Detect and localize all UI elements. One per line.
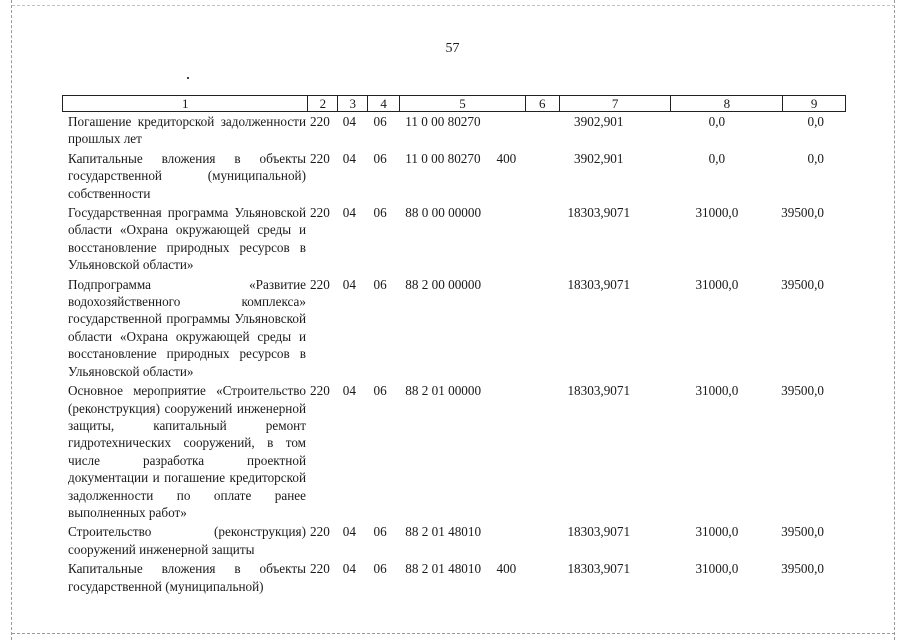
row-col-2: 220	[310, 150, 330, 166]
row-col-2: 220	[310, 524, 330, 540]
row-col-7: 18303,9071	[567, 276, 631, 292]
row-col-6: 400	[496, 561, 517, 577]
row-col-2: 220	[310, 561, 330, 577]
table-row	[62, 523, 846, 558]
row-name: Строительство (реконструкция) сооружений инженерной защиты	[68, 524, 307, 557]
row-col-8: 31000,0	[695, 383, 739, 399]
row-col-6	[496, 113, 528, 148]
header-cell-5: 5	[400, 96, 526, 111]
row-col-6	[496, 382, 528, 521]
row-col-9: 0,0	[807, 114, 824, 129]
table-body	[62, 113, 846, 595]
row-col-2: 220	[310, 114, 330, 129]
row-col-5: 11 0 00 80270	[405, 114, 481, 129]
row-col-4: 06	[373, 383, 387, 399]
row-name: Погашение кредиторской задолженности прошлых лет	[68, 114, 307, 147]
table-row	[62, 150, 846, 202]
row-name: Государственная программа Ульяновской области «Охрана окружающей среды и восстановление природных ресурсов в Ульяновской области»	[68, 205, 307, 273]
page-number: 57	[445, 41, 460, 56]
row-col-5: 88 2 01 00000	[405, 383, 482, 399]
row-col-9: 39500,0	[781, 561, 824, 577]
row-col-4: 06	[373, 114, 387, 129]
row-col-3: 04	[342, 561, 356, 577]
row-col-6: 400	[496, 150, 517, 166]
scan-edge-left	[11, 0, 12, 640]
row-name: Капитальные вложения в объекты государственной (муниципальной)	[68, 561, 307, 594]
row-col-7: 3902,901	[574, 114, 624, 129]
row-col-4: 06	[373, 561, 387, 577]
row-col-9: 39500,0	[781, 205, 824, 221]
row-col-7: 18303,9071	[567, 561, 631, 577]
row-name: Основное мероприятие «Строительство (реконструкция) сооружений инженерной защиты, капитальный ремонт гидротехнических сооружений, в том числе разработка проектной документации и погашение кредиторской задолженности по оплате ранее выполненных работ»	[68, 383, 307, 520]
row-col-6	[496, 276, 528, 380]
row-col-9: 39500,0	[781, 524, 824, 540]
row-col-7: 18303,9071	[567, 524, 631, 540]
row-col-4: 06	[373, 205, 387, 221]
row-name: Подпрограмма «Развитие водохозяйственного комплекса» государственной программы Ульяновской области «Охрана окружающей среды и восстановление природных ресурсов в Ульяновской области»	[68, 276, 307, 379]
table-row	[62, 560, 846, 595]
header-cell-8: 8	[671, 96, 783, 111]
row-col-8: 31000,0	[695, 561, 739, 577]
scan-edge-top	[12, 5, 895, 6]
row-col-2: 220	[310, 205, 330, 221]
row-col-9: 39500,0	[781, 276, 824, 292]
table-header-row	[62, 95, 846, 112]
row-col-8: 0,0	[708, 150, 726, 166]
row-col-2: 220	[310, 276, 330, 292]
row-col-5: 11 0 00 80270	[405, 150, 481, 166]
row-col-6	[496, 204, 528, 274]
row-col-7: 18303,9071	[567, 383, 631, 399]
header-cell-1: 1	[63, 96, 308, 111]
header-cell-3: 3	[338, 96, 368, 111]
table-row	[62, 113, 846, 148]
scan-edge-right	[894, 0, 895, 640]
row-col-3: 04	[342, 383, 356, 399]
header-cell-7: 7	[560, 96, 672, 111]
row-col-3: 04	[342, 114, 356, 129]
row-col-5: 88 2 01 48010	[405, 524, 482, 540]
row-col-8: 31000,0	[695, 205, 739, 221]
header-cell-9: 9	[810, 96, 818, 111]
row-name: Капитальные вложения в объекты государственной (муниципальной) собственности	[68, 150, 307, 201]
table-row	[62, 276, 846, 380]
row-col-9: 39500,0	[781, 383, 824, 399]
row-col-3: 04	[342, 276, 356, 292]
scan-edge-bottom	[12, 633, 895, 634]
row-col-4: 06	[373, 276, 387, 292]
row-col-7: 3902,901	[574, 150, 624, 166]
header-cell-4: 4	[368, 96, 400, 111]
table-row	[62, 382, 846, 521]
row-col-4: 06	[373, 524, 387, 540]
row-col-2: 220	[310, 383, 330, 399]
row-col-8: 31000,0	[695, 276, 739, 292]
row-col-6	[496, 523, 528, 558]
row-col-9: 0,0	[807, 150, 824, 166]
row-col-5: 88 2 00 00000	[405, 276, 482, 292]
row-col-5: 88 0 00 00000	[405, 205, 482, 221]
row-col-4: 06	[373, 150, 387, 166]
row-col-3: 04	[342, 205, 356, 221]
row-col-8: 0,0	[708, 114, 726, 129]
table-row	[62, 204, 846, 274]
header-cell-2: 2	[308, 96, 338, 111]
row-col-3: 04	[342, 150, 356, 166]
row-col-5: 88 2 01 48010	[405, 561, 482, 577]
row-col-8: 31000,0	[695, 524, 739, 540]
row-col-7: 18303,9071	[567, 205, 631, 221]
row-col-3: 04	[342, 524, 356, 540]
header-cell-6: 6	[526, 96, 560, 111]
scan-speck	[187, 77, 189, 79]
